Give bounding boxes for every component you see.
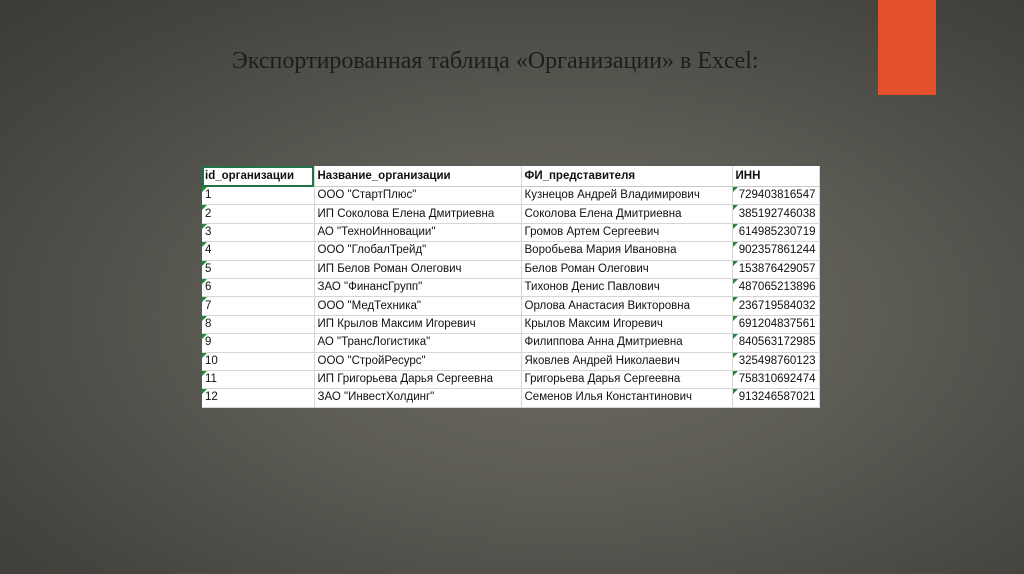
cell-representative[interactable]: Крылов Максим Игоревич — [521, 315, 732, 333]
cell-representative[interactable]: Тихонов Денис Павлович — [521, 278, 732, 296]
table-row — [202, 352, 819, 370]
cell-representative[interactable]: Белов Роман Олегович — [521, 260, 732, 278]
header-row — [202, 166, 819, 187]
header-cell-inn[interactable]: ИНН — [732, 166, 819, 187]
cell-name[interactable]: ООО "МедТехника" — [314, 297, 521, 315]
cell-inn[interactable]: 902357861244 — [732, 242, 819, 260]
cell-name[interactable]: ЗАО "ИнвестХолдинг" — [314, 389, 521, 407]
cell-inn[interactable]: 691204837561 — [732, 315, 819, 333]
cell-inn[interactable]: 758310692474 — [732, 370, 819, 388]
cell-inn[interactable]: 614985230719 — [732, 223, 819, 241]
cell-id[interactable]: 6 — [202, 278, 314, 296]
cell-name[interactable]: ИП Белов Роман Олегович — [314, 260, 521, 278]
cell-inn[interactable]: 729403816547 — [732, 187, 819, 205]
cell-representative[interactable]: Яковлев Андрей Николаевич — [521, 352, 732, 370]
table-row — [202, 223, 819, 241]
table-row — [202, 334, 819, 352]
cell-inn[interactable]: 153876429057 — [732, 260, 819, 278]
cell-inn[interactable]: 913246587021 — [732, 389, 819, 407]
table-body — [202, 187, 819, 408]
cell-id[interactable]: 1 — [202, 187, 314, 205]
cell-representative[interactable]: Григорьева Дарья Сергеевна — [521, 370, 732, 388]
cell-name[interactable]: ООО "ГлобалТрейд" — [314, 242, 521, 260]
cell-id[interactable]: 5 — [202, 260, 314, 278]
cell-id[interactable]: 7 — [202, 297, 314, 315]
table-row — [202, 242, 819, 260]
table-row — [202, 370, 819, 388]
cell-name[interactable]: ИП Григорьева Дарья Сергеевна — [314, 370, 521, 388]
cell-id[interactable]: 11 — [202, 370, 314, 388]
table-row — [202, 278, 819, 296]
cell-name[interactable]: ИП Крылов Максим Игоревич — [314, 315, 521, 333]
cell-id[interactable]: 9 — [202, 334, 314, 352]
cell-id[interactable]: 12 — [202, 389, 314, 407]
table-row — [202, 205, 819, 223]
header-cell-id[interactable]: id_организации — [202, 166, 314, 187]
table-row — [202, 187, 819, 205]
cell-name[interactable]: ООО "СтройРесурс" — [314, 352, 521, 370]
cell-representative[interactable]: Семенов Илья Константинович — [521, 389, 732, 407]
header-cell-name[interactable]: Название_организации — [314, 166, 521, 187]
table-row — [202, 315, 819, 333]
cell-representative[interactable]: Филиппова Анна Дмитриевна — [521, 334, 732, 352]
cell-representative[interactable]: Кузнецов Андрей Владимирович — [521, 187, 732, 205]
cell-id[interactable]: 8 — [202, 315, 314, 333]
cell-name[interactable]: АО "ТехноИнновации" — [314, 223, 521, 241]
slide-title: Экспортированная таблица «Организации» в Excel: — [232, 48, 759, 74]
table-row — [202, 260, 819, 278]
cell-representative[interactable]: Орлова Анастасия Викторовна — [521, 297, 732, 315]
cell-inn[interactable]: 840563172985 — [732, 334, 819, 352]
spreadsheet — [202, 166, 819, 408]
cell-representative[interactable]: Воробьева Мария Ивановна — [521, 242, 732, 260]
header-cell-representative[interactable]: ФИ_представителя — [521, 166, 732, 187]
cell-name[interactable]: ООО "СтартПлюс" — [314, 187, 521, 205]
cell-inn[interactable]: 325498760123 — [732, 352, 819, 370]
accent-bar — [878, 0, 936, 95]
table-row — [202, 389, 819, 407]
cell-name[interactable]: ЗАО "ФинансГрупп" — [314, 278, 521, 296]
cell-id[interactable]: 10 — [202, 352, 314, 370]
cell-id[interactable]: 4 — [202, 242, 314, 260]
cell-name[interactable]: ИП Соколова Елена Дмитриевна — [314, 205, 521, 223]
cell-id[interactable]: 2 — [202, 205, 314, 223]
organizations-table — [202, 166, 820, 408]
cell-id[interactable]: 3 — [202, 223, 314, 241]
cell-representative[interactable]: Громов Артем Сергеевич — [521, 223, 732, 241]
cell-inn[interactable]: 487065213896 — [732, 278, 819, 296]
cell-name[interactable]: АО "ТрансЛогистика" — [314, 334, 521, 352]
table-row — [202, 297, 819, 315]
cell-inn[interactable]: 385192746038 — [732, 205, 819, 223]
cell-inn[interactable]: 236719584032 — [732, 297, 819, 315]
cell-representative[interactable]: Соколова Елена Дмитриевна — [521, 205, 732, 223]
